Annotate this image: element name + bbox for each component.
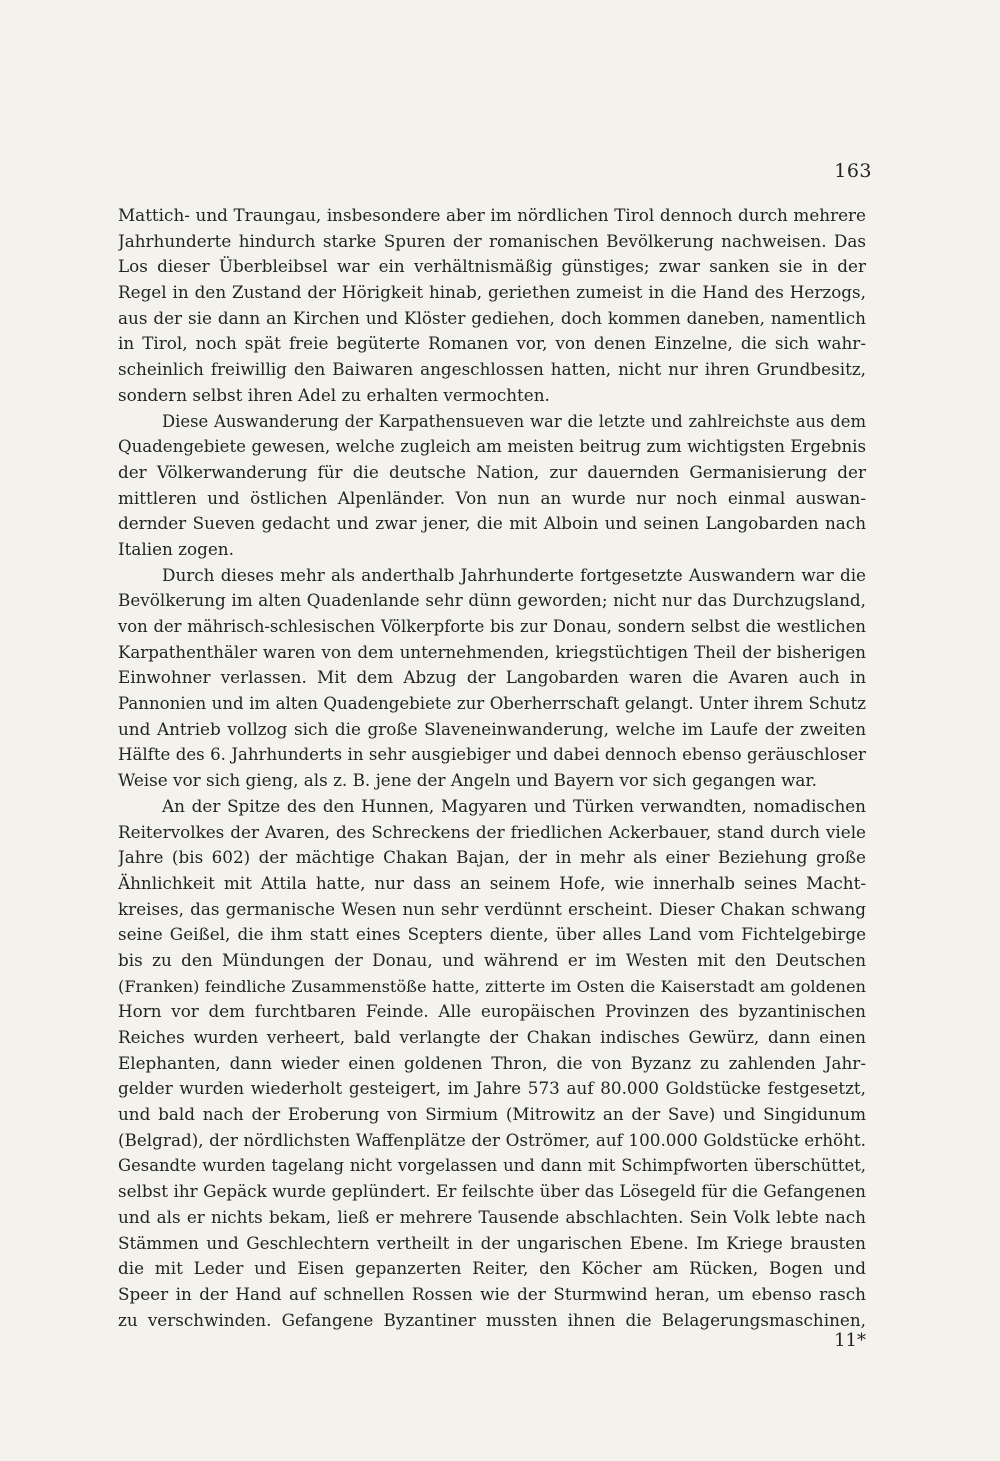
text-line: kreises, das germanische Wesen nun sehr verdünnt erscheint. Dieser Chakan schwang <box>118 898 866 919</box>
printer-signature-mark: 11* <box>834 1330 866 1351</box>
text-line: und Antrieb vollzog sich die große Slaveneinwanderung, welche im Laufe der zweiten <box>118 718 866 739</box>
text-line: Reitervolkes der Avaren, des Schreckens der friedlichen Ackerbauer, stand durch viele <box>118 821 866 842</box>
text-line: Pannonien und im alten Quadengebiete zur Oberherrschaft gelangt. Unter ihrem Schutz <box>118 694 866 714</box>
text-line: Stämmen und Geschlechtern vertheilt in der ungarischen Ebene. Im Kriege brausten <box>118 1232 866 1253</box>
text-line: aus der sie dann an Kirchen und Klöster gediehen, doch kommen daneben, namentlich <box>118 307 866 328</box>
text-line: Reiches wurden verheert, bald verlangte der Chakan indisches Gewürz, dann einen <box>118 1027 866 1047</box>
text-line: Bevölkerung im alten Quadenlande sehr dünn geworden; nicht nur das Durchzugsland, <box>118 590 866 611</box>
text-line: Ähnlichkeit mit Attila hatte, nur dass an seinem Hofe, wie innerhalb seines Macht- <box>118 872 866 893</box>
text-line: scheinlich freiwillig den Baiwaren angeschlossen hatten, nicht nur ihren Grundbesitz, <box>118 359 866 380</box>
text-line: Quadengebiete gewesen, welche zugleich am meisten beitrug zum wichtigsten Ergebnis <box>118 437 866 457</box>
text-line: von der mährisch-schlesischen Völkerpforte bis zur Donau, sondern selbst die westlichen <box>118 617 866 636</box>
page-number: 163 <box>834 160 872 182</box>
text-line: Mattich- und Traungau, insbesondere aber im nördlichen Tirol dennoch durch mehrere <box>118 205 866 225</box>
text-line: Einwohner verlassen. Mit dem Abzug der Langobarden waren die Avaren auch in <box>118 667 866 688</box>
text-line: Italien zogen. <box>118 538 234 559</box>
text-line: dernder Sueven gedacht und zwar jener, die mit Alboin und seinen Langobarden nach <box>118 513 866 534</box>
text-line: Durch dieses mehr als anderthalb Jahrhunderte fortgesetzte Auswandern war die <box>162 564 866 585</box>
text-line: seine Geißel, die ihm statt eines Scepters diente, über alles Land vom Fichtelgebirge <box>118 924 866 945</box>
text-line: Diese Auswanderung der Karpathensueven war die letzte und zahlreichste aus dem <box>162 411 866 431</box>
text-line: gelder wurden wiederholt gesteigert, im Jahre 573 auf 80.000 Goldstücke festgesetzt, <box>118 1078 866 1099</box>
text-line: in Tirol, noch spät freie begüterte Romanen vor, von denen Einzelne, die sich wahr- <box>118 333 866 354</box>
text-line: bis zu den Mündungen der Donau, und während er im Westen mit den Deutschen <box>118 949 866 970</box>
text-line: selbst ihr Gepäck wurde geplündert. Er feilschte über das Lösegeld für die Gefangenen <box>118 1181 866 1202</box>
text-line: mittleren und östlichen Alpenländer. Von nun an wurde nur noch einmal auswan- <box>118 487 866 508</box>
text-line: und als er nichts bekam, ließ er mehrere Tausende abschlachten. Sein Volk lebte nach <box>118 1206 866 1227</box>
text-line: Karpathenthäler waren von dem unternehmenden, kriegstüchtigen Theil der bisherigen <box>118 642 866 662</box>
text-line: Elephanten, dann wieder einen goldenen Thron, die von Byzanz zu zahlenden Jahr- <box>118 1052 866 1073</box>
text-line: die mit Leder und Eisen gepanzerten Reiter, den Köcher am Rücken, Bogen und <box>118 1258 866 1279</box>
text-line: Gesandte wurden tagelang nicht vorgelassen und dann mit Schimpfworten überschüttet, <box>118 1156 866 1176</box>
text-line: Horn vor dem furchtbaren Feinde. Alle europäischen Provinzen des byzantinischen <box>118 1001 866 1022</box>
text-line: und bald nach der Eroberung von Sirmium (Mitrowitz an der Save) und Singidunum <box>118 1104 866 1125</box>
text-line: (Belgrad), der nördlichsten Waffenplätze der Oströmer, auf 100.000 Goldstücke erhöht. <box>118 1129 866 1150</box>
text-line: sondern selbst ihren Adel zu erhalten vermochten. <box>118 384 550 405</box>
text-line: (Franken) feindliche Zusammenstöße hatte, zitterte im Osten die Kaiserstadt am goldenen <box>118 976 866 996</box>
text-line: zu verschwinden. Gefangene Byzantiner mussten ihnen die Belagerungsmaschinen, <box>118 1309 866 1330</box>
text-line: Los dieser Überbleibsel war ein verhältnismäßig günstiges; zwar sanken sie in der <box>118 256 866 277</box>
text-line: An der Spitze des den Hunnen, Magyaren und Türken verwandten, nomadischen <box>162 795 866 816</box>
text-line: Jahrhunderte hindurch starke Spuren der romanischen Bevölkerung nachweisen. Das <box>118 230 866 251</box>
text-line: der Völkerwanderung für die deutsche Nation, zur dauernden Germanisierung der <box>118 461 866 482</box>
text-line: Regel in den Zustand der Hörigkeit hinab, geriethen zumeist in die Hand des Herzogs, <box>118 282 866 303</box>
text-line: Hälfte des 6. Jahrhunderts in sehr ausgiebiger und dabei dennoch ebenso geräuschloser <box>118 745 866 765</box>
text-line: Weise vor sich gieng, als z. B. jene der Angeln und Bayern vor sich gegangen war. <box>118 770 817 791</box>
text-line: Speer in der Hand auf schnellen Rossen wie der Sturmwind heran, um ebenso rasch <box>118 1283 866 1304</box>
text-line: Jahre (bis 602) der mächtige Chakan Bajan, der in mehr als einer Beziehung große <box>118 847 866 868</box>
body-text <box>118 203 866 1333</box>
